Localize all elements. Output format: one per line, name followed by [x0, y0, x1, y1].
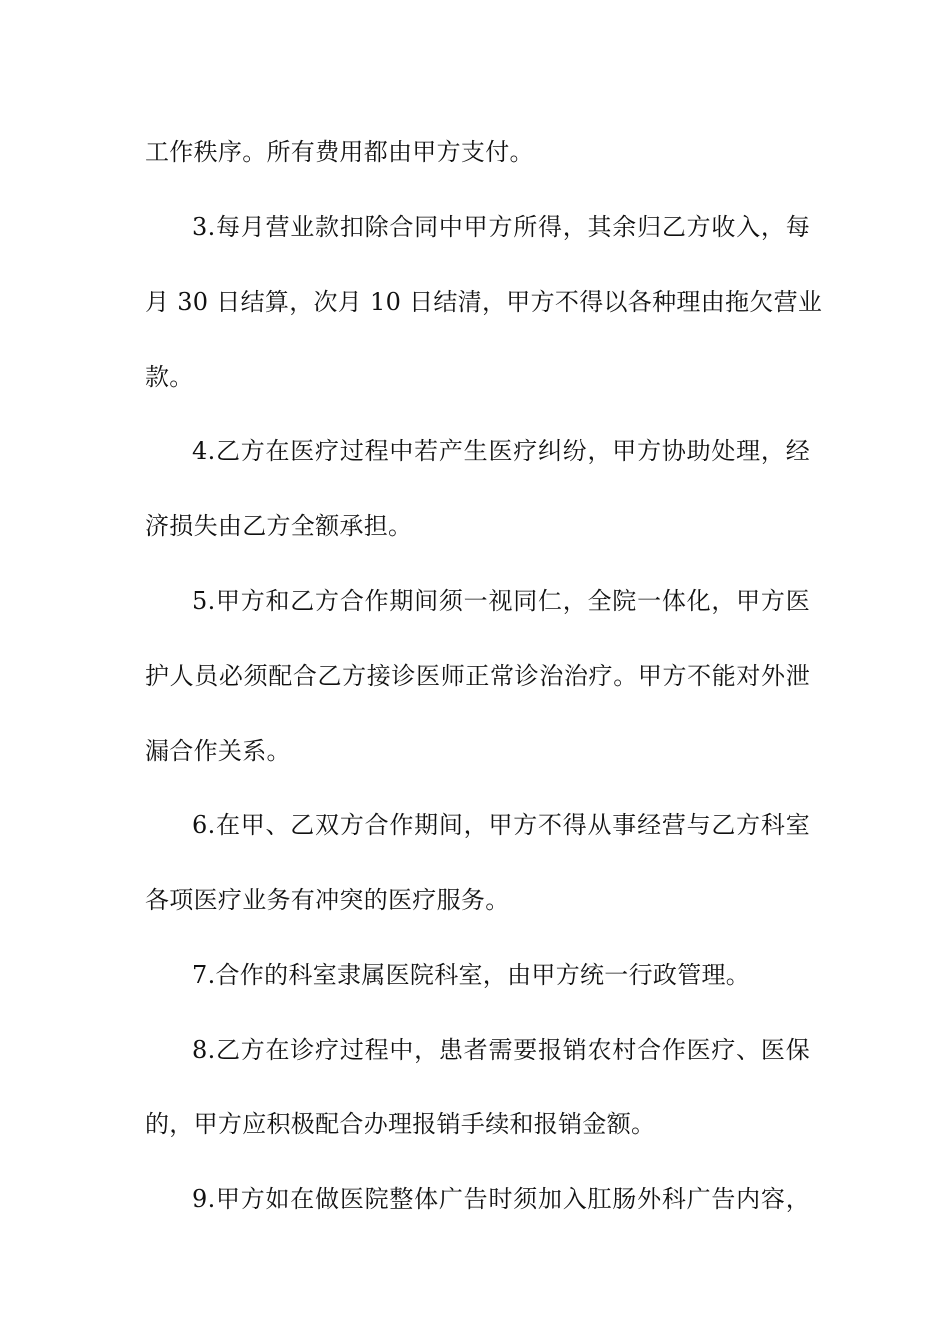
text-line: 款。	[145, 363, 194, 391]
text-line: 各项医疗业务有冲突的医疗服务。	[145, 886, 510, 914]
text-line: 济损失由乙方全额承担。	[145, 512, 413, 540]
text-line: 7.合作的科室隶属医院科室，由甲方统一行政管理。	[192, 961, 751, 989]
text-line: 护人员必须配合乙方接诊医师正常诊治治疗。甲方不能对外泄	[145, 662, 810, 690]
text-line: 9.甲方如在做医院整体广告时须加入肛肠外科广告内容，	[192, 1185, 810, 1213]
text-line: 3.每月营业款扣除合同中甲方所得，其余归乙方收入，每	[192, 213, 810, 241]
text-line: 的，甲方应积极配合办理报销手续和报销金额。	[145, 1110, 656, 1138]
text-line: 工作秩序。所有费用都由甲方支付。	[145, 138, 534, 166]
text-line: 4.乙方在医疗过程中若产生医疗纠纷，甲方协助处理，经	[192, 437, 810, 465]
text-line: 8.乙方在诊疗过程中，患者需要报销农村合作医疗、医保	[192, 1036, 810, 1064]
text-line: 6.在甲、乙双方合作期间，甲方不得从事经营与乙方科室	[192, 811, 810, 839]
text-line: 漏合作关系。	[145, 737, 291, 765]
text-line: 5.甲方和乙方合作期间须一视同仁，全院一体化，甲方医	[192, 587, 810, 615]
text-line: 月 30 日结算，次月 10 日结清，甲方不得以各种理由拖欠营业	[145, 288, 823, 316]
